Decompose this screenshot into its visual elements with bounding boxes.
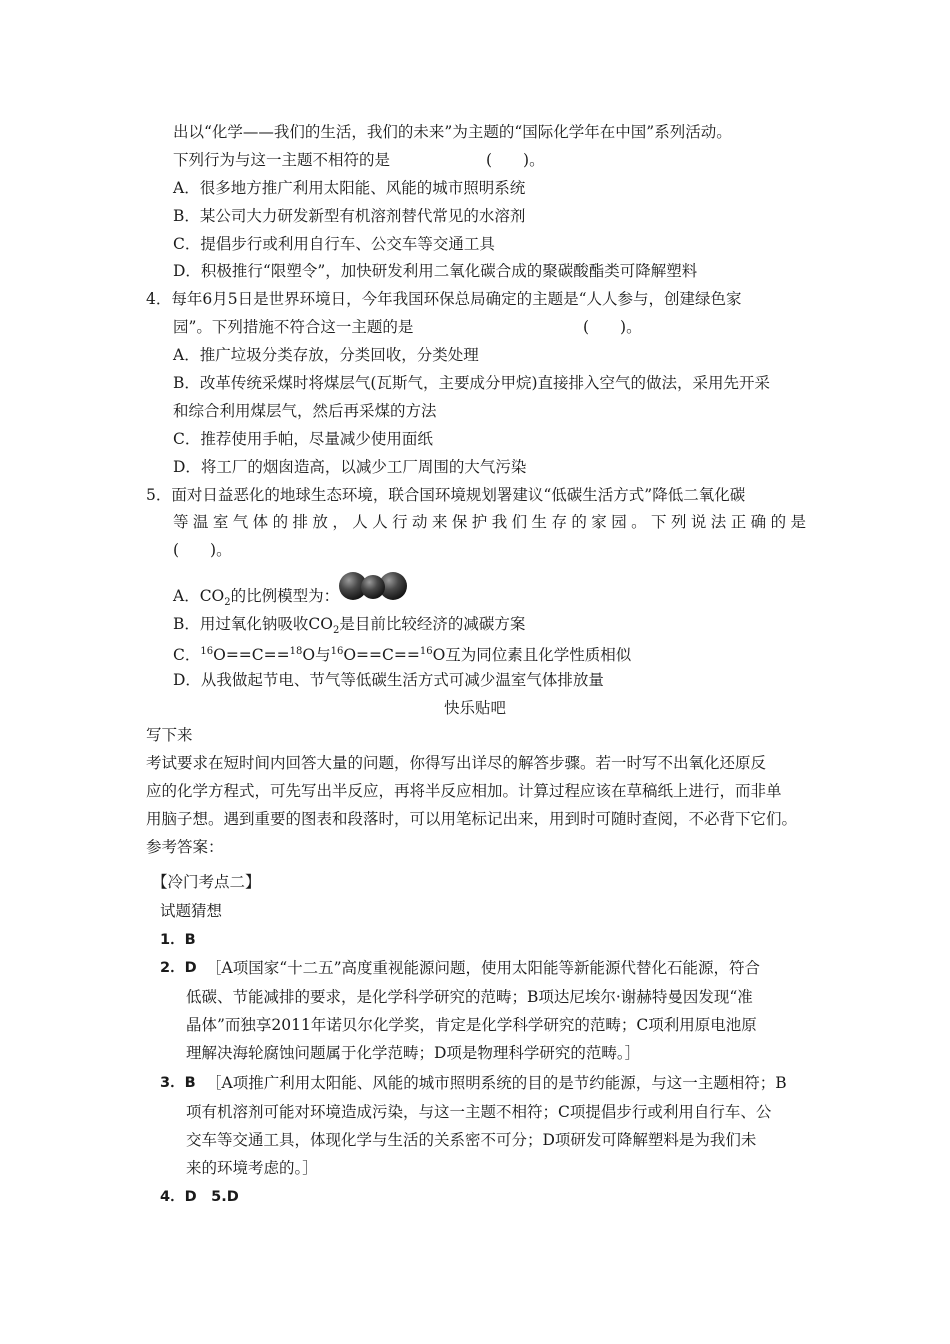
- q3-option-c: C．提倡步行或利用自行车、公交车等交通工具: [173, 235, 495, 253]
- q5-option-a: A．$CO_2$的比例模型为：: [173, 587, 340, 609]
- q5-option-c: C．$^{16}$O==C==$^{18}$O与$^{16}$O==C==$^{16}$O互为同位素且化学性质相似: [173, 646, 632, 665]
- q3-answer-bracket: ( )。: [486, 151, 545, 169]
- q4-stem: 园”。下列措施不符合这一主题的是: [173, 318, 414, 336]
- q3-option-d: D．积极推行“限塑令”，加快研发利用二氧化碳合成的聚碳酸酯类可降解塑料: [173, 262, 698, 280]
- q4-answer-bracket: ( )。: [583, 318, 642, 336]
- answer-3-line3: 交车等交通工具，体现化学与生活的关系密不可分；D项研发可降解塑料是为我们未: [186, 1131, 757, 1149]
- q4-option-b-line2: 和综合利用煤层气，然后再采煤的方法: [173, 402, 437, 420]
- q5-line2: 等温室气体的排放，人人行动来保护我们生存的家园。下列说法正确的是: [173, 513, 806, 531]
- q5-option-d: D．从我做起节电、节气等低碳生活方式可减少温室气体排放量: [173, 671, 604, 689]
- answer-1: 1．B: [160, 932, 196, 948]
- q3-option-b: B．某公司大力研发新型有机溶剂替代常见的水溶剂: [173, 207, 526, 225]
- q4-option-d: D．将工厂的烟囱造高，以减少工厂周围的大气污染: [173, 458, 527, 476]
- answers-section-title: 【冷门考点二】: [152, 873, 261, 891]
- q5-option-b: B．用过氧化钠吸收$CO_2$是目前比较经济的减碳方案: [173, 615, 526, 637]
- answer-2-line2: 低碳、节能减排的要求，是化学科学研究的范畴；B项达尼埃尔·谢赫特曼因发现“准: [186, 988, 753, 1006]
- answers-heading: 参考答案：: [146, 838, 224, 856]
- answer-2-label: 2．D: [160, 960, 197, 976]
- answer-2-line1: ［A项国家“十二五”高度重视能源问题，使用太阳能等新能源代替化石能源，符合: [206, 959, 761, 977]
- q4-option-a: A．推广垃圾分类存放，分类回收，分类处理: [173, 346, 479, 364]
- q5-line1: 5．面对日益恶化的地球生态环境，联合国环境规划署建议“低碳生活方式”降低二氧化碳: [146, 486, 746, 504]
- answer-2-line4: 理解决海轮腐蚀问题属于化学范畴；D项是物理科学研究的范畴。］: [186, 1044, 641, 1062]
- tips-paragraph-line2: 应的化学方程式，可先写出半反应，再将半反应相加。计算过程应该在草稿纸上进行，而非单: [146, 782, 782, 800]
- q5-line3: ( )。: [173, 541, 232, 559]
- q4-option-c: C．推荐使用手帕，尽量减少使用面纸: [173, 430, 433, 448]
- tips-paragraph-line3: 用脑子想。遇到重要的图表和段落时，可以用笔标记出来，用到时可随时查阅，不必背下它们。: [146, 810, 798, 828]
- tips-subtitle: 写下来: [146, 726, 193, 744]
- q3-stem: 下列行为与这一主题不相符的是: [173, 151, 391, 169]
- answer-3-line1: ［A项推广利用太阳能、风能的城市照明系统的目的是节约能源，与这一主题相符；B: [206, 1074, 787, 1092]
- tips-paragraph-line1: 考试要求在短时间内回答大量的问题，你得写出详尽的解答步骤。若一时写不出氧化还原反: [146, 754, 767, 772]
- tips-title: 快乐贴吧: [443, 699, 506, 717]
- answer-3-line2: 项有机溶剂可能对环境造成污染，与这一主题不相符；C项提倡步行或利用自行车、公: [186, 1103, 772, 1121]
- answer-4-5: 4．D 5.D: [160, 1189, 239, 1205]
- co2-ball-model-icon: [339, 570, 409, 604]
- answer-3-label: 3．B: [160, 1075, 196, 1091]
- answer-3-line4: 来的环境考虑的。］: [186, 1159, 318, 1177]
- q3-option-a: A．很多地方推广利用太阳能、风能的城市照明系统: [173, 179, 526, 197]
- answers-subtitle: 试题猜想: [160, 902, 223, 920]
- answer-2-line3: 晶体”而独享2011年诺贝尔化学奖，肯定是化学科学研究的范畴；C项利用原电池原: [186, 1016, 757, 1034]
- q3-line1: 出以“化学——我们的生活，我们的未来”为主题的“国际化学年在中国”系列活动。: [173, 123, 732, 141]
- q4-line1: 4．每年6月5日是世界环境日，今年我国环保总局确定的主题是“人人参与，创建绿色家: [146, 290, 742, 308]
- q4-option-b-line1: B．改革传统采煤时将煤层气(瓦斯气，主要成分甲烷)直接排入空气的做法，采用先开采: [173, 374, 770, 392]
